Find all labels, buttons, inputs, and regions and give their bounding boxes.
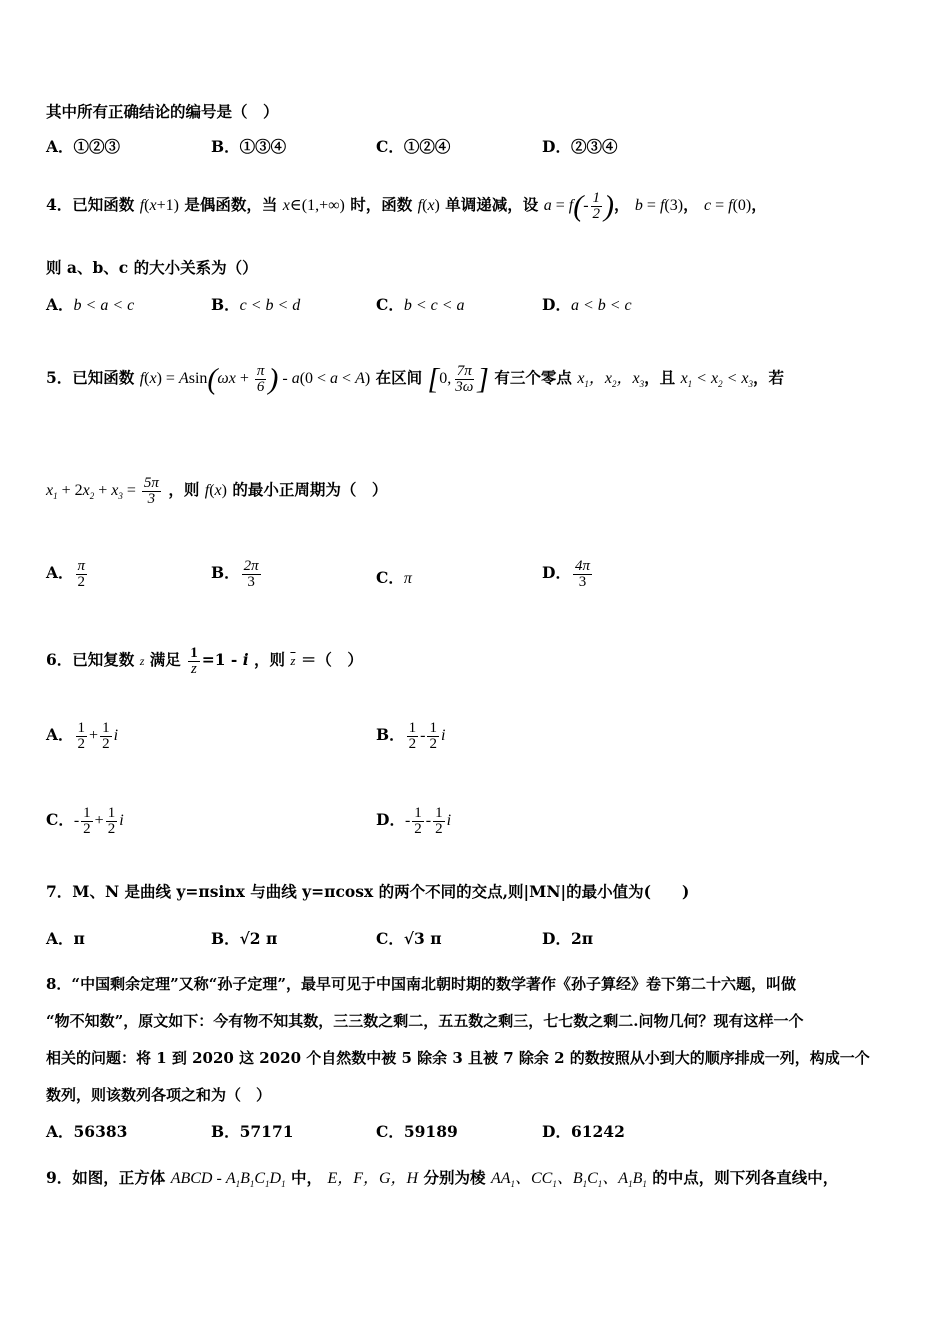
q5-stem-c: 有三个零点 [494, 368, 572, 387]
q4-option-a[interactable]: A．b < a < c [46, 295, 135, 314]
q9-stem-b: 中， [291, 1168, 323, 1187]
q7-option-a[interactable]: A．π [46, 929, 85, 948]
q4-c-def: c = f(0) [703, 197, 752, 214]
q4-stem-a: 4．已知函数 [46, 195, 135, 214]
q6-option-c[interactable]: C．- $\frac{1}{2}$ + $\frac{1}{2}$ i [46, 804, 124, 837]
q8-line3: 相关的问题：将 1 到 2020 这 2020 个自然数中被 5 除余 3 且被 7 除余 2 的数按照从小到大的顺序排成一列，构成一个 [46, 1049, 870, 1067]
q7-option-c[interactable]: C．√3 π [376, 929, 442, 948]
q4-option-b[interactable]: B．c < b < d [211, 295, 301, 314]
q8-option-a[interactable]: A．56383 [46, 1122, 128, 1141]
q6-stem-c: ，则 [254, 650, 286, 669]
q8-option-d[interactable]: D．61242 [542, 1122, 625, 1141]
intro-option-d[interactable]: D．②③④ [542, 137, 618, 156]
q7-stem: 7．M、N 是曲线 y=πsinx 与曲线 y=πcosx 的两个不同的交点,则|MN|的最小值为( ) [46, 882, 690, 901]
q5-stem-f: ，则 [168, 480, 200, 499]
q4-option-d[interactable]: D．a < b < c [542, 295, 632, 314]
q5-fx: f(x) [204, 482, 227, 499]
q9-cube: ABCD - $A_1B_1C_1D_1$ [170, 1170, 286, 1190]
q6-stem-b: 满足 [149, 650, 181, 669]
q4-b-def: b = f(3) [634, 197, 684, 214]
q6-option-a[interactable]: A． $\frac{1}{2}$ + $\frac{1}{2}$ i [46, 719, 119, 752]
q5-zeros: $x_1$，$x_2$，$x_3$ [577, 370, 645, 390]
q4-fx1: f(x+1) [139, 197, 179, 214]
q5-option-c[interactable]: C．π [376, 568, 412, 587]
q6-z: z [139, 654, 145, 668]
q7-option-d[interactable]: D．2π [542, 929, 594, 948]
q5-option-d[interactable]: D． $\frac{4\pi}{3}$ [542, 557, 590, 590]
q4-stem: 4．已知函数 f(x+1) 是偶函数，当 x∈(1,+∞) 时，函数 f(x) 单调递减，设 a = f(- $\frac{1}{2}$ )， b = f(3)， c = f(0)， [46, 189, 767, 223]
q7-option-b[interactable]: B．√2 π [211, 929, 278, 948]
intro-option-a[interactable]: A．①②③ [46, 137, 121, 156]
q6-stem-a: 6．已知复数 [46, 650, 135, 669]
q6-zbar: $\overline{z}$ [290, 653, 296, 668]
q5-stem-d: ，且 [644, 368, 676, 387]
q9-stem-c: 分别为棱 [423, 1168, 486, 1187]
intro-option-b[interactable]: B．①③④ [211, 137, 287, 156]
q8-option-c[interactable]: C．59189 [376, 1122, 458, 1141]
q9-stem-a: 9．如图，正方体 [46, 1168, 166, 1187]
q5-stem-g: 的最小正周期为（ ） [232, 480, 388, 499]
q4-stem-d: 单调递减，设 [445, 195, 539, 214]
q4-stem-b: 是偶函数，当 [184, 195, 278, 214]
q6-cond: $\frac{1}{z}$ =1 - i [190, 644, 249, 677]
q4-a-def: a = f(- $\frac{1}{2}$ ) [543, 189, 615, 223]
q6-stem-d: ＝（ ） [300, 650, 363, 669]
q8-line4: 数列，则该数列各项之和为（ ） [46, 1086, 272, 1104]
q8-option-b[interactable]: B．57171 [211, 1122, 294, 1141]
q5-stem-e: ，若 [752, 368, 784, 387]
q5-stem [46, 358, 784, 404]
intro-option-c[interactable]: C．①②④ [376, 137, 451, 156]
q5-order: $x_1 < x_2 < x_3$ [680, 370, 753, 390]
q4-line2: 则 a、b、c 的大小关系为（） [46, 258, 258, 277]
q4-option-c[interactable]: C．b < c < a [376, 295, 465, 314]
q5-line2 [46, 470, 387, 516]
q6-option-b[interactable]: B． $\frac{1}{2}$ - $\frac{1}{2}$ i [376, 719, 446, 752]
q5-interval: [0, $\frac{7\pi}{3\omega}$ ] [427, 362, 489, 396]
q4-stem-c: 时，函数 [350, 195, 413, 214]
q9-stem [46, 1160, 838, 1202]
q4-domain: x∈(1,+∞) [282, 197, 345, 214]
q8-stem [46, 966, 912, 1114]
q5-cond: $x_1 + 2x_2 + x_3$ = $\frac{5\pi}{3}$ [46, 474, 159, 507]
q9-stem-d: 的中点，则下列各直线中， [652, 1168, 839, 1187]
q5-func: f(x) = Asin(ωx + $\frac{\pi}{6}$ ) - a(0 < a < A) [139, 362, 371, 396]
q5-option-b[interactable]: B． $\frac{2\pi}{3}$ [211, 557, 259, 590]
q8-line1: 8．“中国剩余定理”又称“孙子定理”，最早可见于中国南北朝时期的数学著作《孙子算经》卷下第二十六题，叫做 [46, 975, 796, 993]
q4-fx: f(x) [417, 197, 440, 214]
q5-option-a[interactable]: A． $\frac{\pi}{2}$ [46, 557, 86, 590]
q5-stem-a: 5．已知函数 [46, 368, 135, 387]
q6-option-d[interactable]: D．- $\frac{1}{2}$ - $\frac{1}{2}$ i [376, 804, 452, 837]
q5-stem-b: 在区间 [375, 368, 423, 387]
q9-points: E，F，G，H [327, 1170, 419, 1187]
q6-stem [46, 640, 363, 681]
intro-text: 其中所有正确结论的编号是（ ） [46, 102, 279, 121]
q9-edges: $AA_1$、$CC_1$、$B_1C_1$、$A_1B_1$ [490, 1170, 647, 1190]
q8-line2: “物不知数”，原文如下：今有物不知其数，三三数之剩二，五五数之剩三，七七数之剩二.问物几何？现有这样一个 [46, 1012, 804, 1030]
